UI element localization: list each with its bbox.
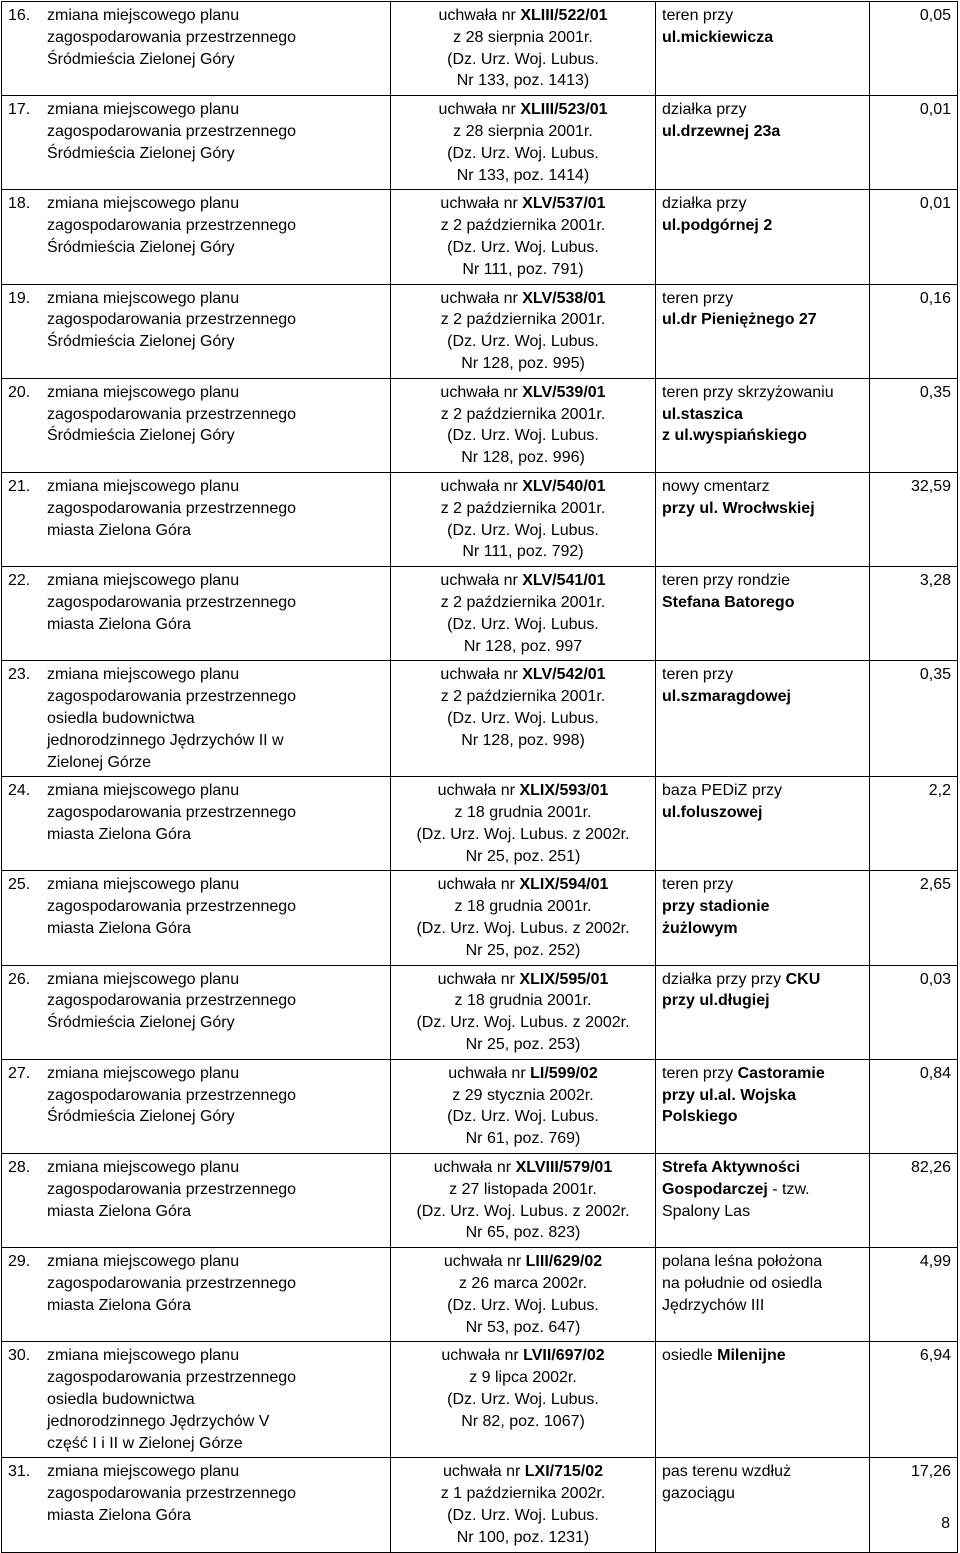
location-cell [656, 1059, 870, 1153]
location-line-3: z ul.wyspiańskiego [662, 427, 807, 445]
resolution-journal: (Dz. Urz. Woj. Lubus. z 2002r. [416, 825, 630, 843]
location-cell [656, 96, 870, 190]
row-number: 30. [8, 1347, 31, 1365]
location-line-2: ul.dr Pieniężnego 27 [662, 311, 817, 329]
resolution-journal: (Dz. Urz. Woj. Lubus. [447, 709, 599, 727]
area-value: 2,2 [928, 782, 951, 800]
resolution-cell [391, 1248, 656, 1342]
resolution-position: Nr 133, poz. 1413) [456, 72, 590, 90]
resolution-position: Nr 25, poz. 251) [465, 847, 581, 865]
plan-description-cell [2, 661, 391, 777]
table-row [2, 378, 958, 472]
resolution-journal: (Dz. Urz. Woj. Lubus. z 2002r. [416, 1014, 630, 1032]
location-line-2-tail: - tzw. [767, 1180, 810, 1198]
location-line-1-bold: Milenijne [717, 1347, 786, 1365]
resolution-journal: (Dz. Urz. Woj. Lubus. [447, 1296, 599, 1314]
resolution-prefix: uchwała nr [440, 477, 523, 495]
location-line-2: ul.podgórnej 2 [662, 217, 773, 235]
location-line-3: Polskiego [662, 1108, 738, 1126]
resolution-prefix: uchwała nr [443, 1253, 526, 1271]
resolution-prefix: uchwała nr [438, 101, 521, 119]
resolution-date: z 18 grudnia 2001r. [454, 992, 592, 1010]
location-line-3: Jędrzychów III [662, 1296, 765, 1314]
resolution-number: XLV/538/01 [522, 289, 606, 307]
resolution-cell [391, 1458, 656, 1552]
resolution-cell [391, 96, 656, 190]
plan-description: zmiana miejscowego planu zagospodarowania przestrzennego miasta Zielona Góra [47, 1253, 297, 1314]
plan-description: zmiana miejscowego planu zagospodarowania przestrzennego osiedla budownictwa jednorodzinnego Jędrzychów V część I i II w Zielonej Górze [47, 1347, 297, 1452]
row-number: 24. [8, 782, 31, 800]
row-number: 26. [8, 970, 31, 988]
location-line-1: osiedle [662, 1347, 713, 1365]
plan-description: zmiana miejscowego planu zagospodarowania przestrzennego miasta Zielona Góra [47, 1159, 297, 1220]
location-line-2: na południe od osiedla [662, 1275, 823, 1293]
plan-description: zmiana miejscowego planu zagospodarowania przestrzennego miasta Zielona Góra [47, 1463, 297, 1524]
resolution-position: Nr 82, poz. 1067) [461, 1412, 585, 1430]
resolution-cell [391, 472, 656, 566]
row-number: 27. [8, 1064, 31, 1082]
resolution-date: z 26 marca 2002r. [458, 1275, 588, 1293]
row-number: 28. [8, 1159, 31, 1177]
row-number: 22. [8, 572, 31, 590]
plan-description: zmiana miejscowego planu zagospodarowania przestrzennego miasta Zielona Góra [47, 477, 297, 539]
resolution-prefix: uchwała nr [441, 1347, 524, 1365]
resolution-prefix: uchwała nr [440, 195, 523, 213]
location-cell [656, 777, 870, 871]
plan-description-cell [2, 1059, 391, 1153]
resolution-cell [391, 1342, 656, 1458]
resolution-prefix: uchwała nr [437, 876, 520, 894]
location-line-1: nowy cmentarz [662, 477, 770, 495]
resolution-date: z 2 października 2001r. [440, 593, 606, 611]
location-line-3: żużlowym [662, 920, 738, 938]
resolution-date: z 28 sierpnia 2001r. [453, 28, 593, 46]
resolution-number: XLIX/595/01 [519, 970, 609, 988]
location-line-1: działka przy [662, 101, 747, 119]
location-line-2: przy ul. Wrocłwskiej [662, 499, 815, 517]
location-line-1: działka przy przy [662, 970, 782, 988]
row-number: 19. [8, 289, 31, 307]
table-row [2, 871, 958, 965]
area-cell [870, 777, 958, 871]
resolution-position: Nr 128, poz. 997 [463, 637, 583, 655]
row-number: 20. [8, 383, 31, 401]
resolution-cell [391, 1059, 656, 1153]
resolution-prefix: uchwała nr [440, 383, 523, 401]
plan-description-cell [2, 1342, 391, 1458]
resolution-position: Nr 128, poz. 996) [461, 449, 585, 467]
resolution-position: Nr 128, poz. 998) [461, 731, 585, 749]
resolution-position: Nr 133, poz. 1414) [456, 166, 590, 184]
area-cell [870, 1248, 958, 1342]
location-line-1: teren przy rondzie [662, 572, 791, 590]
area-cell [870, 1059, 958, 1153]
table-row [2, 96, 958, 190]
location-line-2: Gospodarczej [662, 1180, 768, 1198]
resolution-date: z 1 października 2002r. [440, 1485, 606, 1503]
location-line-2: ul.foluszowej [662, 804, 763, 822]
resolution-journal: (Dz. Urz. Woj. Lubus. [447, 521, 599, 539]
resolution-journal: (Dz. Urz. Woj. Lubus. z 2002r. [416, 920, 630, 938]
location-cell [656, 378, 870, 472]
resolution-cell [391, 965, 656, 1059]
location-line-2: przy stadionie [662, 898, 770, 916]
row-number: 29. [8, 1253, 31, 1271]
table-row [2, 1154, 958, 1248]
resolution-position: Nr 65, poz. 823) [465, 1224, 581, 1242]
location-line-2: ul.szmaragdowej [662, 688, 791, 706]
table-row [2, 472, 958, 566]
resolution-number: LXI/715/02 [524, 1463, 604, 1481]
table-row [2, 1059, 958, 1153]
plan-description-cell [2, 284, 391, 378]
plan-description: zmiana miejscowego planu zagospodarowania przestrzennego Śródmieścia Zielonej Góry [47, 7, 297, 68]
resolution-date: z 18 grudnia 2001r. [454, 804, 592, 822]
resolution-position: Nr 111, poz. 791) [462, 260, 584, 278]
table-row [2, 567, 958, 661]
resolution-position: Nr 25, poz. 252) [465, 941, 581, 959]
area-cell [870, 2, 958, 96]
plans-table-body [2, 2, 958, 1553]
resolution-cell [391, 661, 656, 777]
area-value: 32,59 [910, 477, 951, 495]
area-value: 0,05 [919, 7, 951, 24]
location-cell [656, 965, 870, 1059]
location-line-2: ul.staszica [662, 405, 743, 423]
resolution-prefix: uchwała nr [440, 572, 523, 590]
resolution-prefix: uchwała nr [440, 666, 523, 684]
resolution-date: z 27 listopada 2001r. [449, 1180, 597, 1198]
location-line-1: Strefa Aktywności [662, 1159, 801, 1177]
location-cell [656, 661, 870, 777]
area-value: 0,01 [919, 195, 951, 213]
resolution-cell [391, 2, 656, 96]
location-line-2: przy ul.długiej [662, 992, 770, 1010]
area-value: 0,03 [919, 970, 951, 988]
resolution-cell [391, 567, 656, 661]
area-cell [870, 965, 958, 1059]
resolution-prefix: uchwała nr [433, 1159, 516, 1177]
location-line-1: polana leśna położona [662, 1253, 823, 1271]
area-value: 0,35 [919, 383, 951, 401]
plan-description-cell [2, 2, 391, 96]
row-number: 23. [8, 666, 31, 684]
area-cell [870, 871, 958, 965]
resolution-position: Nr 61, poz. 769) [465, 1130, 581, 1148]
area-value: 3,28 [919, 572, 951, 590]
location-cell [656, 871, 870, 965]
resolution-prefix: uchwała nr [448, 1064, 531, 1082]
location-line-1-bold: Castoramie [737, 1064, 825, 1082]
resolution-cell [391, 1154, 656, 1248]
resolution-date: z 2 października 2001r. [440, 217, 606, 235]
table-row [2, 1248, 958, 1342]
area-value: 0,35 [919, 666, 951, 684]
plan-description-cell [2, 777, 391, 871]
plan-description-cell [2, 871, 391, 965]
resolution-journal: (Dz. Urz. Woj. Lubus. [447, 144, 599, 162]
location-line-1: teren przy [662, 666, 734, 684]
area-cell [870, 472, 958, 566]
plan-description-cell [2, 190, 391, 284]
resolution-date: z 9 lipca 2002r. [469, 1369, 577, 1387]
resolution-number: XLV/539/01 [522, 383, 606, 401]
resolution-number: XLIII/522/01 [520, 7, 608, 24]
plan-description-cell [2, 1458, 391, 1552]
row-number: 21. [8, 477, 31, 495]
location-line-2: ul.drzewnej 23a [662, 122, 781, 140]
resolution-prefix: uchwała nr [437, 782, 520, 800]
location-cell [656, 1342, 870, 1458]
location-line-1: teren przy [662, 289, 734, 307]
area-value: 0,01 [919, 101, 951, 119]
table-row [2, 777, 958, 871]
area-cell [870, 567, 958, 661]
location-cell [656, 2, 870, 96]
resolution-number: LVII/697/02 [523, 1347, 605, 1365]
resolution-number: LI/599/02 [530, 1064, 598, 1082]
location-line-1: teren przy [662, 1064, 734, 1082]
resolution-prefix: uchwała nr [438, 7, 521, 24]
area-value: 82,26 [910, 1159, 951, 1177]
location-line-1: teren przy [662, 876, 734, 894]
resolution-number: XLV/537/01 [522, 195, 606, 213]
plan-description-cell [2, 378, 391, 472]
resolution-cell [391, 871, 656, 965]
location-line-2: przy ul.al. Wojska [662, 1086, 796, 1104]
area-value: 6,94 [919, 1347, 951, 1365]
plan-description-cell [2, 965, 391, 1059]
plan-description: zmiana miejscowego planu zagospodarowania przestrzennego miasta Zielona Góra [47, 572, 297, 633]
resolution-position: Nr 111, poz. 792) [462, 543, 584, 561]
resolution-date: z 18 grudnia 2001r. [454, 898, 592, 916]
area-cell [870, 190, 958, 284]
table-row [2, 1458, 958, 1552]
resolution-journal: (Dz. Urz. Woj. Lubus. [447, 50, 599, 68]
location-line-1-bold: CKU [785, 970, 821, 988]
area-cell [870, 96, 958, 190]
resolution-cell [391, 777, 656, 871]
location-line-2: ul.mickiewicza [662, 28, 774, 46]
location-cell [656, 1248, 870, 1342]
area-value: 4,99 [919, 1253, 951, 1271]
plan-description-cell [2, 1248, 391, 1342]
resolution-date: z 2 października 2001r. [440, 499, 606, 517]
plans-table [1, 1, 958, 1553]
plan-description: zmiana miejscowego planu zagospodarowania przestrzennego miasta Zielona Góra [47, 876, 297, 938]
resolution-number: XLV/542/01 [522, 666, 606, 684]
resolution-position: Nr 25, poz. 253) [465, 1036, 581, 1054]
resolution-journal: (Dz. Urz. Woj. Lubus. [447, 1391, 599, 1409]
resolution-number: XLIX/594/01 [519, 876, 609, 894]
resolution-prefix: uchwała nr [437, 970, 520, 988]
location-cell [656, 190, 870, 284]
area-cell [870, 1154, 958, 1248]
plan-description: zmiana miejscowego planu zagospodarowania przestrzennego Śródmieścia Zielonej Góry [47, 101, 297, 162]
area-cell [870, 1342, 958, 1458]
location-line-2: Stefana Batorego [662, 593, 795, 611]
area-value: 17,26 [910, 1463, 951, 1481]
table-row [2, 1342, 958, 1458]
row-number: 16. [8, 7, 31, 24]
location-cell [656, 1458, 870, 1552]
area-value: 2,65 [919, 876, 951, 894]
resolution-journal: (Dz. Urz. Woj. Lubus. [447, 615, 599, 633]
location-line-1: pas terenu wzdłuż [662, 1463, 791, 1481]
resolution-cell [391, 284, 656, 378]
table-row [2, 284, 958, 378]
plan-description: zmiana miejscowego planu zagospodarowania przestrzennego Śródmieścia Zielonej Góry [47, 289, 297, 351]
row-number: 25. [8, 876, 31, 894]
area-cell [870, 661, 958, 777]
resolution-journal: (Dz. Urz. Woj. Lubus. [447, 427, 599, 445]
area-cell [870, 378, 958, 472]
resolution-journal: (Dz. Urz. Woj. Lubus. [447, 238, 599, 256]
resolution-cell [391, 190, 656, 284]
resolution-date: z 29 stycznia 2002r. [452, 1086, 594, 1104]
location-line-1: teren przy skrzyżowaniu [662, 383, 834, 401]
location-line-3: Spalony Las [662, 1202, 751, 1220]
resolution-prefix: uchwała nr [442, 1463, 525, 1481]
location-cell [656, 567, 870, 661]
plan-description-cell [2, 96, 391, 190]
row-number: 31. [8, 1463, 31, 1481]
plan-description: zmiana miejscowego planu zagospodarowania przestrzennego Śródmieścia Zielonej Góry [47, 1064, 297, 1126]
resolution-position: Nr 53, poz. 647) [465, 1318, 581, 1336]
table-row [2, 965, 958, 1059]
resolution-position: Nr 100, poz. 1231) [456, 1528, 590, 1546]
area-value: 0,16 [919, 289, 951, 307]
location-line-1: baza PEDiZ przy [662, 782, 783, 800]
location-cell [656, 472, 870, 566]
resolution-number: XLIX/593/01 [519, 782, 609, 800]
resolution-number: XLV/540/01 [522, 477, 606, 495]
location-cell [656, 284, 870, 378]
plan-description: zmiana miejscowego planu zagospodarowania przestrzennego Śródmieścia Zielonej Góry [47, 195, 297, 256]
resolution-journal: (Dz. Urz. Woj. Lubus. z 2002r. [416, 1202, 630, 1220]
plan-description: zmiana miejscowego planu zagospodarowania przestrzennego Śródmieścia Zielonej Góry [47, 383, 297, 445]
table-row [2, 2, 958, 96]
row-number: 18. [8, 195, 31, 213]
plan-description: zmiana miejscowego planu zagospodarowania przestrzennego miasta Zielona Góra [47, 782, 297, 843]
location-line-2: gazociągu [662, 1485, 735, 1503]
area-value: 0,84 [919, 1064, 951, 1082]
resolution-date: z 2 października 2001r. [440, 311, 606, 329]
plan-description: zmiana miejscowego planu zagospodarowania przestrzennego Śródmieścia Zielonej Góry [47, 970, 297, 1032]
resolution-journal: (Dz. Urz. Woj. Lubus. [447, 1507, 599, 1524]
table-row [2, 661, 958, 777]
area-cell [870, 1458, 958, 1552]
resolution-number: XLV/541/01 [522, 572, 606, 590]
resolution-date: z 2 października 2001r. [440, 405, 606, 423]
resolution-prefix: uchwała nr [440, 289, 523, 307]
resolution-cell [391, 378, 656, 472]
location-cell [656, 1154, 870, 1248]
resolution-date: z 2 października 2001r. [440, 688, 606, 706]
page-number: 8 [941, 1515, 950, 1532]
plan-description-cell [2, 567, 391, 661]
resolution-journal: (Dz. Urz. Woj. Lubus. [447, 333, 599, 351]
plan-description-cell [2, 1154, 391, 1248]
location-line-1: teren przy [662, 7, 734, 24]
resolution-number: XLIII/523/01 [520, 101, 608, 119]
location-line-1: działka przy [662, 195, 747, 213]
resolution-date: z 28 sierpnia 2001r. [453, 122, 593, 140]
area-cell [870, 284, 958, 378]
row-number: 17. [8, 101, 31, 119]
plan-description: zmiana miejscowego planu zagospodarowania przestrzennego osiedla budownictwa jednorodzinnego Jędrzychów II w Zielonej Górze [47, 666, 297, 771]
resolution-position: Nr 128, poz. 995) [461, 354, 585, 372]
resolution-journal: (Dz. Urz. Woj. Lubus. [447, 1108, 599, 1126]
resolution-number: LIII/629/02 [525, 1253, 603, 1271]
table-row [2, 190, 958, 284]
resolution-number: XLVIII/579/01 [515, 1159, 613, 1177]
plan-description-cell [2, 472, 391, 566]
